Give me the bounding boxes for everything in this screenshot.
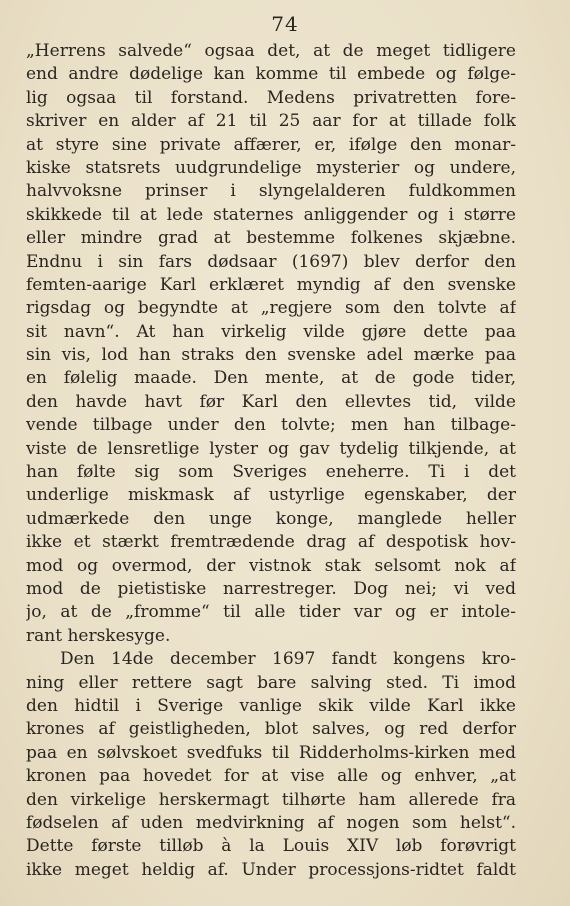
text-line: mod de pietistiske narrestreger. Dog nei; vi ved [26, 578, 516, 599]
text-line: rigsdag og begyndte at „regjere som den tolvte af [26, 298, 516, 319]
text-line: vende tilbage under den tolvte; men han tilbage- [26, 415, 516, 436]
page-number: 74 [271, 12, 299, 36]
text-line: udmærkede den unge konge, manglede heller [26, 508, 516, 529]
text-line: den virkelige herskermagt tilhørte ham allerede fra [26, 789, 516, 810]
text-line: kiske statsrets uudgrundelige mysterier og undere, [26, 157, 516, 178]
text-line: sin vis, lod han straks den svenske adel mærke paa [26, 345, 516, 366]
text-line: den hidtil i Sverige vanlige skik vilde Karl ikke [26, 695, 516, 716]
text-line: ikke meget heldig af. Under processjons-ridtet faldt [26, 859, 516, 880]
text-line: femten-aarige Karl erklæret myndig af den svenske [26, 274, 516, 295]
text-line: Dette første tilløb à la Louis XIV løb forøvrigt [26, 836, 516, 857]
text-line: underlige miskmask af ustyrlige egenskaber, der [26, 485, 516, 506]
text-line: sit navn“. At han virkelig vilde gjøre dette paa [26, 321, 516, 342]
text-line: halvvoksne prinser i slyngelalderen fuldkommen [26, 181, 516, 202]
text-line: en følelig maade. Den mente, at de gode tider, [26, 368, 516, 389]
text-line: ning eller rettere sagt bare salving sted. Ti imod [26, 672, 516, 693]
text-line: „Herrens salvede“ ogsaa det, at de meget tidligere [26, 41, 516, 61]
text-line: skikkede til at lede staternes anliggender og i større [26, 204, 516, 225]
text-line: at styre sine private affærer, er, ifølge den monar- [26, 134, 516, 155]
text-line: end andre dødelige kan komme til embede og følge- [26, 64, 516, 85]
text-line: fødselen af uden medvirkning af nogen som helst“. [26, 812, 516, 833]
text-line: lig ogsaa til forstand. Medens privatretten fore- [26, 87, 516, 108]
text-line: han følte sig som Sveriges eneherre. Ti i det [26, 462, 516, 483]
text-line: den havde havt før Karl den ellevtes tid, vilde [26, 391, 516, 412]
text-line: mod og overmod, der vistnok stak selsomt nok af [26, 555, 516, 576]
text-line: Endnu i sin fars dødsaar (1697) blev derfor den [26, 251, 516, 272]
text-line: jo, at de „fromme“ til alle tider var og er intole- [26, 602, 516, 623]
text-line: skriver en alder af 21 til 25 aar for at tillade folk [26, 111, 516, 132]
text-line: ikke et stærkt fremtrædende drag af despotisk hov- [26, 532, 516, 553]
text-line: viste de lensretlige lyster og gav tydelig tilkjende, at [26, 438, 516, 459]
text-line: rant herskesyge. [26, 625, 171, 646]
text-line: eller mindre grad at bestemme folkenes skjæbne. [26, 228, 516, 249]
text-line: Den 14de december 1697 fandt kongens kro- [60, 649, 516, 670]
text-line: kronen paa hovedet for at vise alle og enhver, „at [26, 766, 516, 787]
body-text [26, 40, 516, 882]
text-line: paa en sølvskoet svedfuks til Ridderholms-kirken med [26, 742, 516, 763]
text-line: krones af geistligheden, blot salves, og red derfor [26, 719, 516, 740]
